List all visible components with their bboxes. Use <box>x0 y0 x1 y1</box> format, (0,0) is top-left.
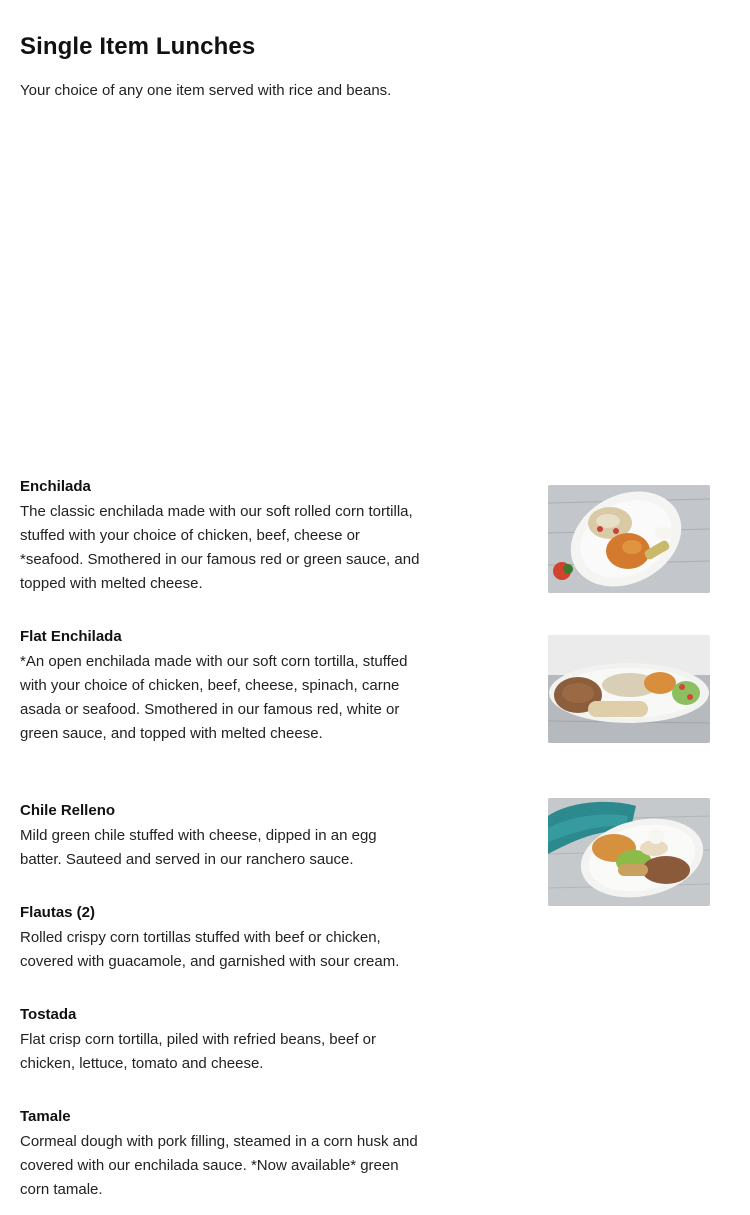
enchilada-photo[interactable] <box>548 485 710 593</box>
chile-relleno-photo[interactable] <box>548 798 710 906</box>
menu-item-tostada[interactable] <box>20 1004 710 1076</box>
item-description: Cormeal dough with pork filling, steamed in a corn husk and covered with our enchilada sauce. *Now available* green corn tamale. <box>20 1133 418 1198</box>
menu-item-flautas[interactable] <box>20 902 710 974</box>
menu-item-enchilada[interactable] <box>20 476 710 596</box>
menu-item-flat-enchilada[interactable] <box>20 626 710 746</box>
page-subtitle: Your choice of any one item served with rice and beans. <box>20 82 392 99</box>
item-name: Enchilada <box>20 478 91 495</box>
item-description: Mild green chile stuffed with cheese, dipped in an egg batter. Sauteed and served in our ranchero sauce. <box>20 827 377 868</box>
page-title: Single Item Lunches <box>20 33 256 60</box>
item-description: Flat crisp corn tortilla, piled with refried beans, beef or chicken, lettuce, tomato and cheese. <box>20 1031 376 1072</box>
item-description: Rolled crispy corn tortillas stuffed with beef or chicken, covered with guacamole, and garnished with sour cream. <box>20 929 400 970</box>
flat-enchilada-photo[interactable] <box>548 635 710 743</box>
item-name: Flat Enchilada <box>20 628 122 645</box>
menu-item-tamale[interactable] <box>20 1106 710 1202</box>
item-name: Tamale <box>20 1108 71 1125</box>
item-name: Flautas (2) <box>20 904 96 921</box>
menu-item-chile-relleno[interactable] <box>20 800 710 872</box>
item-description: The classic enchilada made with our soft rolled corn tortilla, stuffed with your choice of chicken, beef, cheese or *seafood. Smothered in our famous red or green sauce, and topped with melted cheese. <box>20 503 420 592</box>
item-description: *An open enchilada made with our soft corn tortilla, stuffed with your choice of chicken, beef, cheese, spinach, carne asada or seafood. Smothered in our famous red, white or green sauce, and topped with melted cheese. <box>20 653 408 742</box>
item-name: Chile Relleno <box>20 802 116 819</box>
item-name: Tostada <box>20 1006 77 1023</box>
